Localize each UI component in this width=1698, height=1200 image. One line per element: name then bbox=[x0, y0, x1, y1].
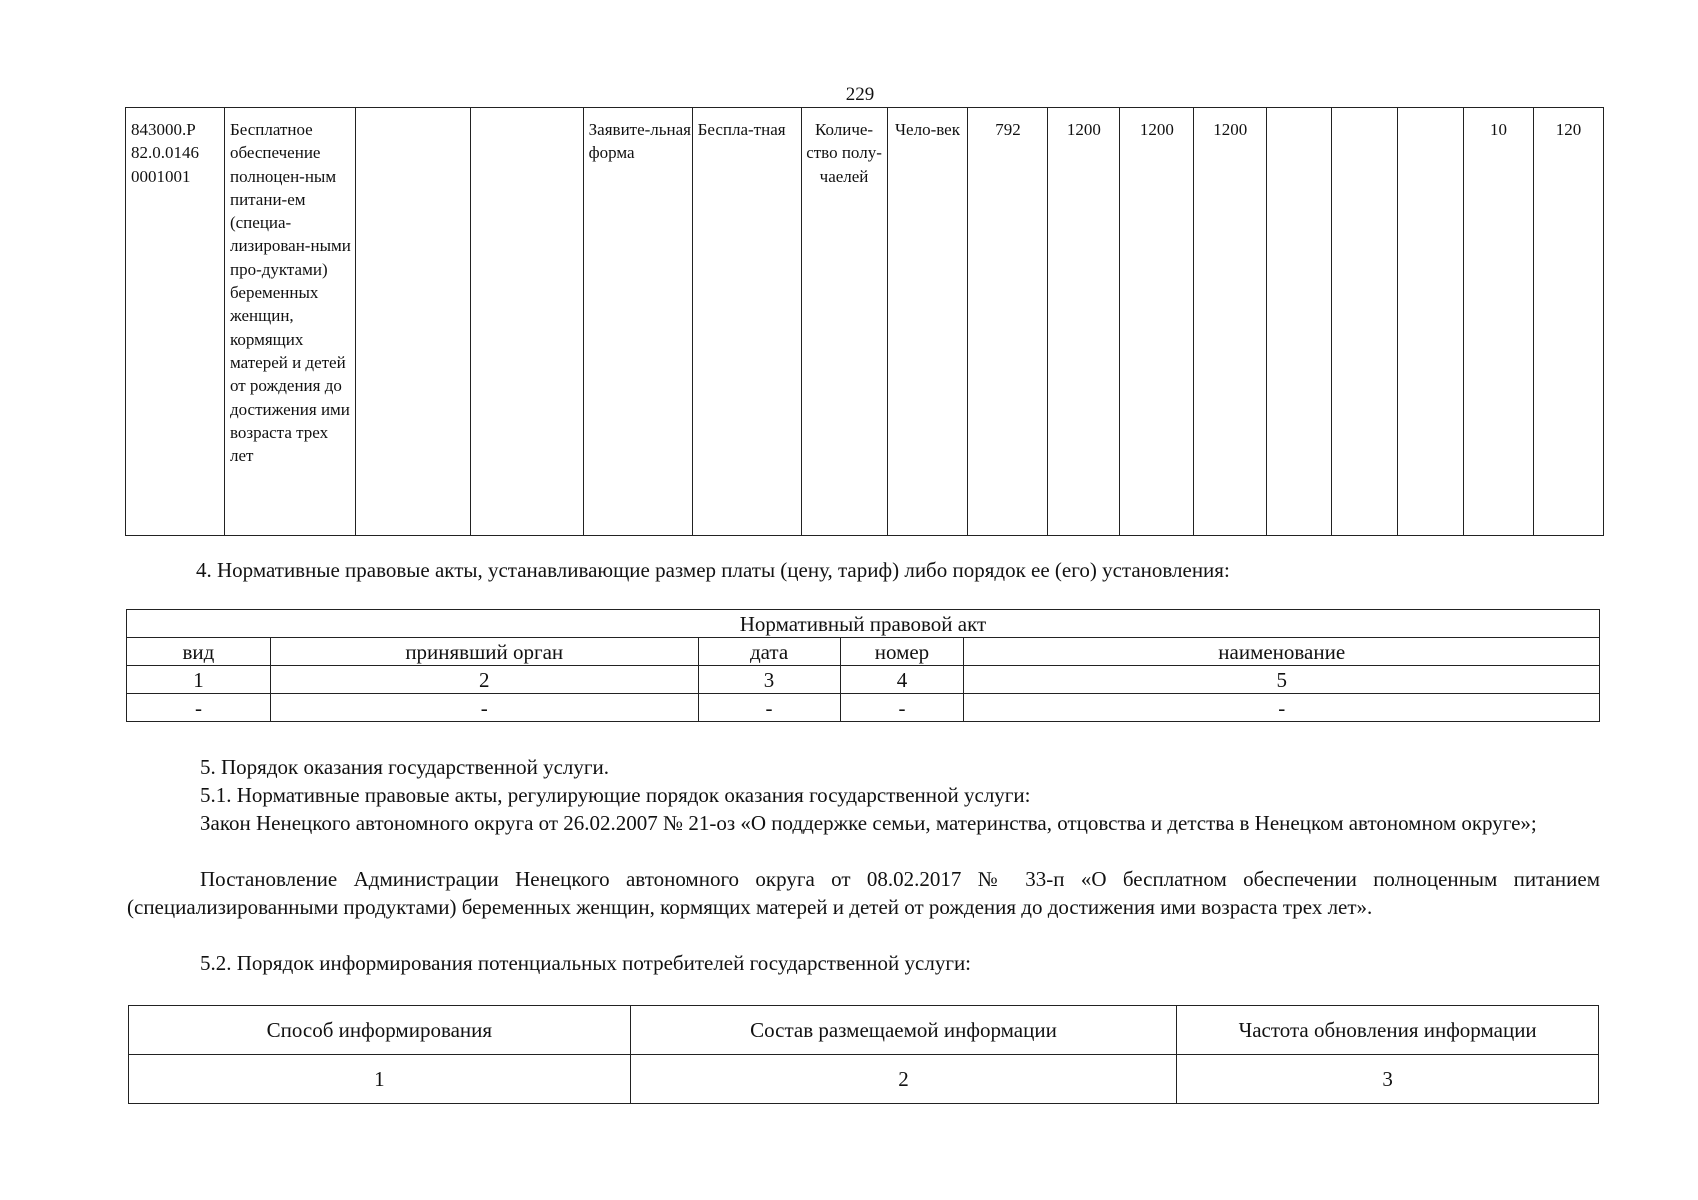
column-number: 2 bbox=[630, 1055, 1177, 1104]
unit-cell: Чело-век bbox=[887, 108, 968, 536]
column-header: Способ информирования bbox=[129, 1006, 631, 1055]
column-number: 3 bbox=[1177, 1055, 1599, 1104]
section-5-heading: 5. Порядок оказания государственной услуги. bbox=[200, 755, 609, 779]
column-number: 4 bbox=[840, 666, 964, 694]
table-cell: - bbox=[698, 694, 840, 722]
table-cell bbox=[1398, 108, 1464, 536]
column-number: 5 bbox=[964, 666, 1600, 694]
law-paragraph: Закон Ненецкого автономного округа от 26.02.2007 № 21-оз «О поддержке семьи, материнства, отцовства и детства в Ненецком автономном округе»; bbox=[200, 811, 1537, 835]
resolution-paragraph: Постановление Администрации Ненецкого автономного округа от 08.02.2017 № 33-п «О бесплатном обеспечении полноценным питанием (специализированными продуктами) беременных женщин, кормящих матерей и детей от рождения до достижения ими возраста трех лет». bbox=[127, 867, 1600, 919]
column-header: дата bbox=[698, 638, 840, 666]
table-row bbox=[126, 108, 1604, 536]
deviation-absolute-cell: 120 bbox=[1533, 108, 1603, 536]
service-indicators-table bbox=[125, 107, 1604, 536]
table-title: Нормативный правовой акт bbox=[127, 610, 1600, 638]
table-cell: - bbox=[270, 694, 698, 722]
table-cell: - bbox=[127, 694, 271, 722]
column-header: Состав размещаемой информации bbox=[630, 1006, 1177, 1055]
table-header-row bbox=[127, 638, 1600, 666]
column-header: наименование bbox=[964, 638, 1600, 666]
service-content-cell: Бесплатное обеспечение полноцен-ным питани-ем (специа-лизирован-ными про-дуктами) беременных женщин, кормящих матерей и детей от рождения до достижения ими возраста трех лет bbox=[224, 108, 355, 536]
column-number: 1 bbox=[129, 1055, 631, 1104]
indicator-name-cell: Количе-ство полу-чаелей bbox=[801, 108, 887, 536]
column-number: 2 bbox=[270, 666, 698, 694]
value-cell: 1200 bbox=[1194, 108, 1267, 536]
table-cell bbox=[470, 108, 583, 536]
payment-type-cell: Беспла-тная bbox=[692, 108, 801, 536]
table-cell bbox=[355, 108, 470, 536]
table-cell bbox=[1267, 108, 1332, 536]
service-form-cell: Заявите-льная форма bbox=[583, 108, 692, 536]
section-5-1-heading: 5.1. Нормативные правовые акты, регулирующие порядок оказания государственной услуги: bbox=[200, 783, 1031, 807]
section-4-heading: 4. Нормативные правовые акты, устанавливающие размер платы (цену, тариф) либо порядок ее (его) установления: bbox=[196, 558, 1230, 582]
value-cell: 792 bbox=[968, 108, 1048, 536]
column-number: 1 bbox=[127, 666, 271, 694]
column-header: номер bbox=[840, 638, 964, 666]
normative-acts-table bbox=[126, 609, 1600, 722]
column-header: принявший орган bbox=[270, 638, 698, 666]
table-cell: - bbox=[840, 694, 964, 722]
deviation-percent-cell: 10 bbox=[1464, 108, 1534, 536]
table-header-row bbox=[129, 1006, 1599, 1055]
page-number: 229 bbox=[845, 84, 875, 105]
table-cell bbox=[1332, 108, 1398, 536]
value-cell: 1200 bbox=[1048, 108, 1120, 536]
table-row bbox=[129, 1055, 1599, 1104]
column-header: вид bbox=[127, 638, 271, 666]
section-5-2-heading: 5.2. Порядок информирования потенциальных потребителей государственной услуги: bbox=[200, 951, 972, 975]
table-cell: - bbox=[964, 694, 1600, 722]
registry-number-cell: 843000.Р 82.0.0146 0001001 bbox=[126, 108, 225, 536]
informing-procedure-table bbox=[128, 1005, 1599, 1104]
column-header: Частота обновления информации bbox=[1177, 1006, 1599, 1055]
value-cell: 1200 bbox=[1120, 108, 1194, 536]
table-row bbox=[127, 610, 1600, 638]
table-row bbox=[127, 666, 1600, 694]
table-row bbox=[127, 694, 1600, 722]
column-number: 3 bbox=[698, 666, 840, 694]
